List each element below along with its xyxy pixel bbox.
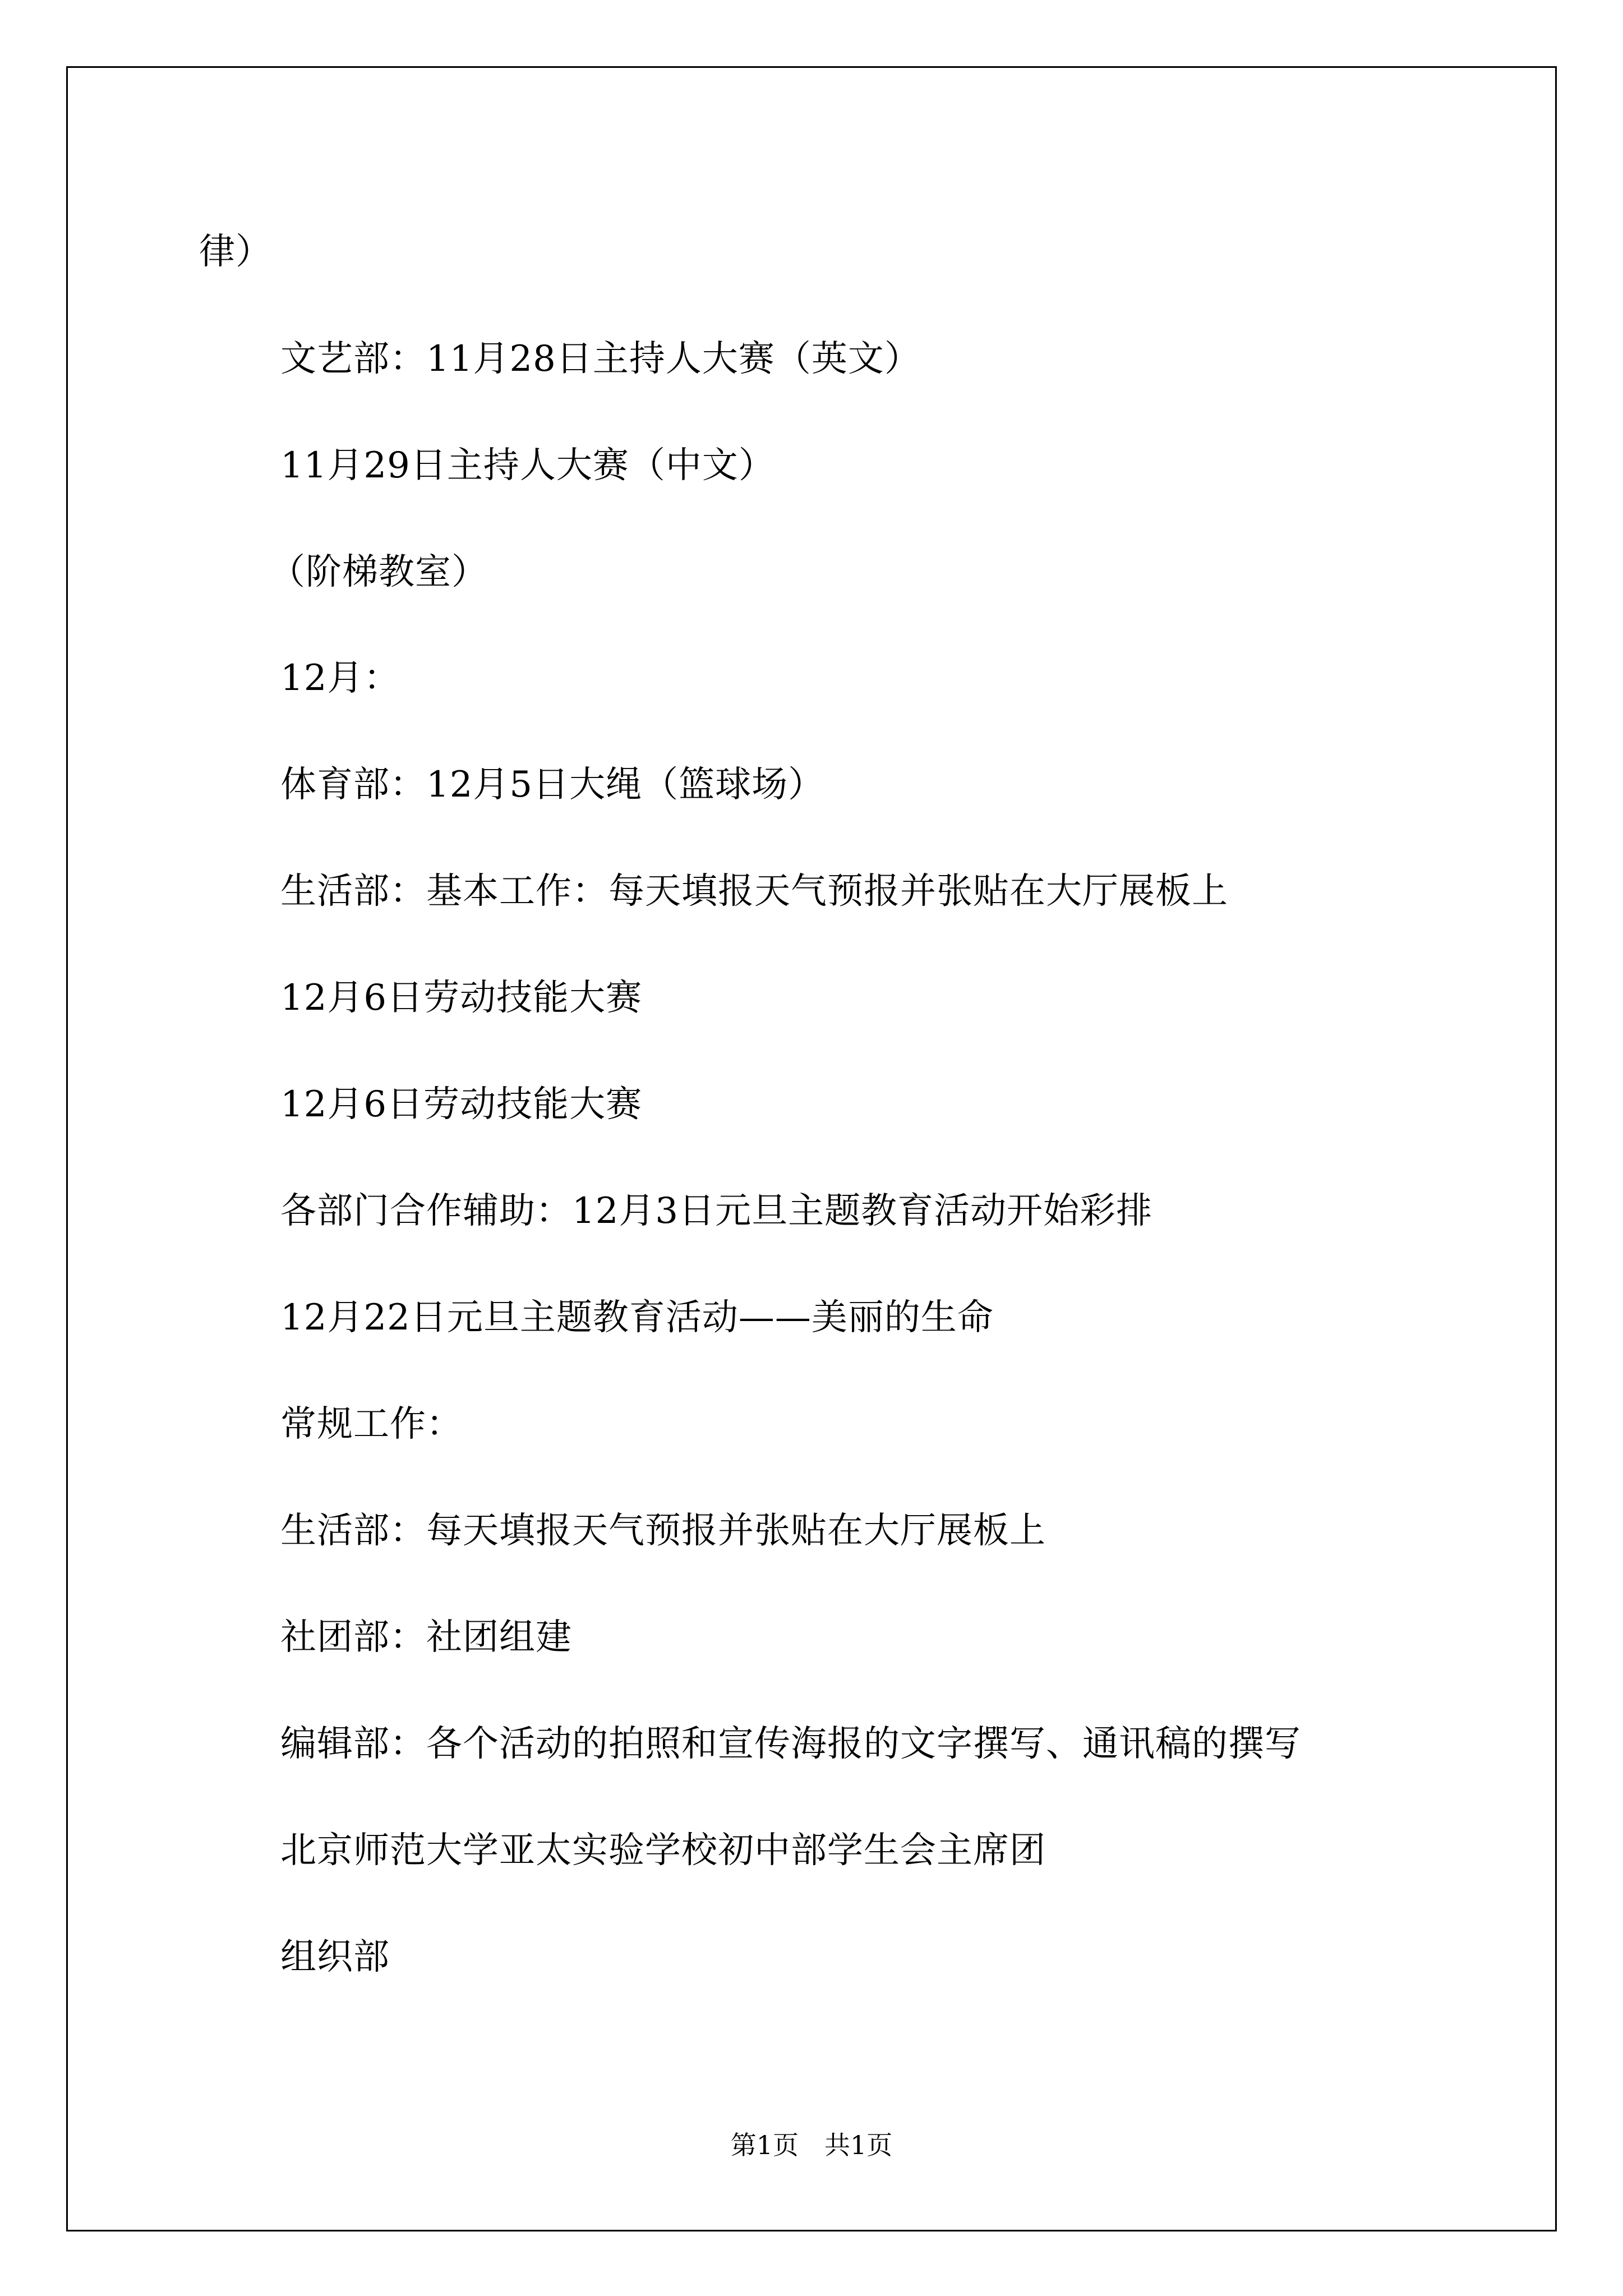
text-line: 12月6日劳动技能大赛 — [280, 1084, 643, 1125]
text-line: 组织部 — [280, 1936, 390, 1978]
text-line: 北京师范大学亚太实验学校初中部学生会主席团 — [280, 1830, 1046, 1871]
text-line: 常规工作： — [280, 1404, 463, 1445]
text-line: 11月29日主持人大赛（中文） — [280, 445, 775, 486]
page-number-footer: 第1页 共1页 — [730, 2130, 893, 2160]
text-line: 文艺部：11月28日主持人大赛（英文） — [280, 338, 921, 380]
text-line: 12月6日劳动技能大赛 — [280, 977, 643, 1019]
page-border — [66, 66, 1557, 2231]
text-line: 社团部：社团组建 — [280, 1617, 572, 1658]
text-line: 各部门合作辅助：12月3日元旦主题教育活动开始彩排 — [280, 1190, 1153, 1232]
text-line: 编辑部：各个活动的拍照和宣传海报的文字撰写、通讯稿的撰写 — [280, 1723, 1301, 1765]
text-line: （阶梯教室） — [269, 551, 488, 593]
text-line: 生活部：基本工作：每天填报天气预报并张贴在大厅展板上 — [280, 871, 1228, 912]
text-line: 12月： — [280, 657, 400, 699]
text-line: 律） — [199, 231, 272, 273]
text-line: 12月22日元旦主题教育活动——美丽的生命 — [280, 1297, 994, 1338]
text-line: 体育部：12月5日大绳（篮球场） — [280, 764, 825, 806]
text-line: 生活部：每天填报天气预报并张贴在大厅展板上 — [280, 1510, 1046, 1552]
